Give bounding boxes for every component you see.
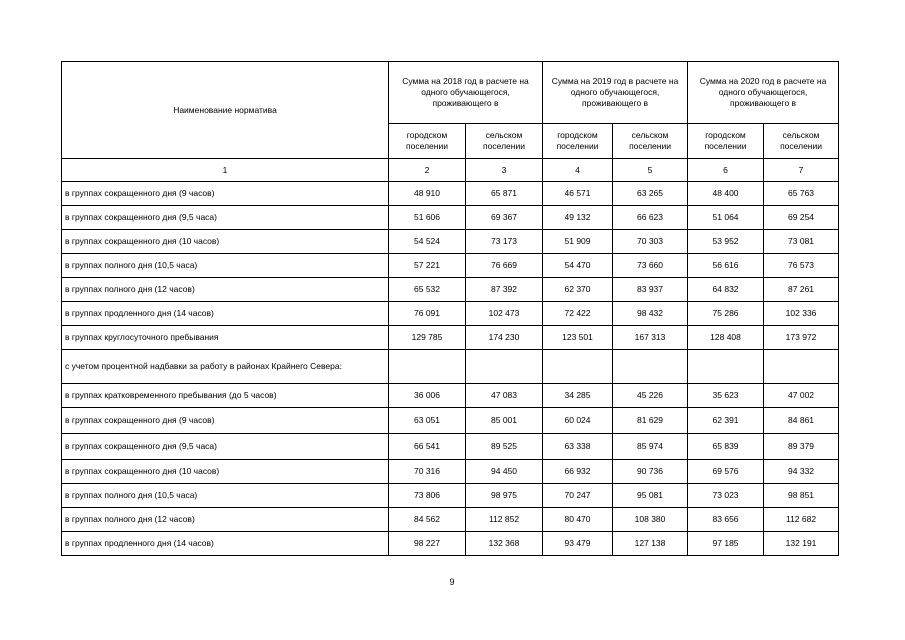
cell-value: 48 910: [389, 182, 466, 206]
column-number: 3: [466, 159, 543, 182]
cell-value: 48 400: [688, 182, 764, 206]
cell-value: 85 974: [613, 434, 688, 460]
cell-value: 94 450: [466, 460, 543, 484]
row-name: в группах полного дня (12 часов): [62, 508, 389, 532]
header-rural: сельском поселении: [466, 124, 543, 159]
table-row: [62, 326, 839, 350]
header-year-2020: Сумма на 2020 год в расчете на одного обучающегося, проживающего в: [688, 62, 839, 124]
cell-value: 45 226: [613, 384, 688, 408]
cell-value: 127 138: [613, 532, 688, 556]
column-number: 1: [62, 159, 389, 182]
cell-value: 64 832: [688, 278, 764, 302]
column-number: 6: [688, 159, 764, 182]
cell-value: [764, 350, 839, 384]
cell-value: 76 091: [389, 302, 466, 326]
cell-value: 87 261: [764, 278, 839, 302]
cell-value: 73 081: [764, 230, 839, 254]
cell-value: 70 303: [613, 230, 688, 254]
header-row-years: [62, 62, 839, 124]
cell-value: [466, 350, 543, 384]
cell-value: 46 571: [543, 182, 613, 206]
cell-value: 76 669: [466, 254, 543, 278]
table-row: [62, 460, 839, 484]
cell-value: 90 736: [613, 460, 688, 484]
column-number: 7: [764, 159, 839, 182]
cell-value: 49 132: [543, 206, 613, 230]
cell-value: 132 368: [466, 532, 543, 556]
cell-value: 167 313: [613, 326, 688, 350]
cell-value: 94 332: [764, 460, 839, 484]
cell-value: 98 975: [466, 484, 543, 508]
cell-value: [613, 350, 688, 384]
cell-value: 73 173: [466, 230, 543, 254]
cell-value: 174 230: [466, 326, 543, 350]
cell-value: 102 336: [764, 302, 839, 326]
cell-value: 102 473: [466, 302, 543, 326]
table-row: [62, 532, 839, 556]
cell-value: 63 051: [389, 408, 466, 434]
cell-value: 93 479: [543, 532, 613, 556]
cell-value: 62 391: [688, 408, 764, 434]
cell-value: 128 408: [688, 326, 764, 350]
cell-value: 36 006: [389, 384, 466, 408]
cell-value: 89 379: [764, 434, 839, 460]
cell-value: 34 285: [543, 384, 613, 408]
cell-value: [389, 350, 466, 384]
cell-value: 85 001: [466, 408, 543, 434]
cell-value: 95 081: [613, 484, 688, 508]
cell-value: 73 806: [389, 484, 466, 508]
cell-value: 65 532: [389, 278, 466, 302]
cell-value: 73 660: [613, 254, 688, 278]
cell-value: 63 265: [613, 182, 688, 206]
cell-value: 47 002: [764, 384, 839, 408]
row-name: в группах круглосуточного пребывания: [62, 326, 389, 350]
header-year-2018: Сумма на 2018 год в расчете на одного обучающегося, проживающего в: [389, 62, 543, 124]
row-name: в группах продленного дня (14 часов): [62, 302, 389, 326]
row-name: в группах полного дня (10,5 часа): [62, 484, 389, 508]
cell-value: 84 562: [389, 508, 466, 532]
section-heading: с учетом процентной надбавки за работу в районах Крайнего Севера:: [62, 350, 389, 384]
cell-value: 132 191: [764, 532, 839, 556]
cell-value: 69 576: [688, 460, 764, 484]
row-name: в группах сокращенного дня (9 часов): [62, 408, 389, 434]
header-normative-name: Наименование норматива: [62, 62, 389, 159]
cell-value: 47 083: [466, 384, 543, 408]
cell-value: 65 763: [764, 182, 839, 206]
table-row: [62, 254, 839, 278]
cell-value: 69 367: [466, 206, 543, 230]
table-row: [62, 230, 839, 254]
cell-value: 112 852: [466, 508, 543, 532]
table-row: [62, 484, 839, 508]
cell-value: 70 247: [543, 484, 613, 508]
cell-value: 69 254: [764, 206, 839, 230]
cell-value: 66 932: [543, 460, 613, 484]
cell-value: 66 541: [389, 434, 466, 460]
cell-value: 81 629: [613, 408, 688, 434]
cell-value: 54 524: [389, 230, 466, 254]
header-urban: городском поселении: [389, 124, 466, 159]
cell-value: 54 470: [543, 254, 613, 278]
row-name: в группах сокращенного дня (10 часов): [62, 230, 389, 254]
header-rural: сельском поселении: [764, 124, 839, 159]
table-row: [62, 302, 839, 326]
row-name: в группах кратковременного пребывания (до 5 часов): [62, 384, 389, 408]
cell-value: 53 952: [688, 230, 764, 254]
row-name: в группах полного дня (10,5 часа): [62, 254, 389, 278]
row-name: в группах сокращенного дня (9,5 часа): [62, 434, 389, 460]
page-number: 9: [449, 577, 455, 587]
cell-value: 72 422: [543, 302, 613, 326]
cell-value: 51 909: [543, 230, 613, 254]
table-row: [62, 384, 839, 408]
header-year-2019: Сумма на 2019 год в расчете на одного обучающегося, проживающего в: [543, 62, 688, 124]
row-name: в группах продленного дня (14 часов): [62, 532, 389, 556]
cell-value: 60 024: [543, 408, 613, 434]
norms-table: [61, 61, 839, 556]
cell-value: 51 606: [389, 206, 466, 230]
cell-value: 62 370: [543, 278, 613, 302]
cell-value: 123 501: [543, 326, 613, 350]
cell-value: 108 380: [613, 508, 688, 532]
cell-value: 98 227: [389, 532, 466, 556]
cell-value: 84 861: [764, 408, 839, 434]
cell-value: 83 937: [613, 278, 688, 302]
cell-value: [688, 350, 764, 384]
cell-value: 97 185: [688, 532, 764, 556]
column-number: 4: [543, 159, 613, 182]
cell-value: 80 470: [543, 508, 613, 532]
cell-value: 66 623: [613, 206, 688, 230]
cell-value: 75 286: [688, 302, 764, 326]
table-row-section: [62, 350, 839, 384]
cell-value: 87 392: [466, 278, 543, 302]
cell-value: 73 023: [688, 484, 764, 508]
header-urban: городском поселении: [543, 124, 613, 159]
cell-value: 57 221: [389, 254, 466, 278]
cell-value: 63 338: [543, 434, 613, 460]
cell-value: 56 616: [688, 254, 764, 278]
cell-value: 98 851: [764, 484, 839, 508]
table-row: [62, 278, 839, 302]
cell-value: 76 573: [764, 254, 839, 278]
row-name: в группах сокращенного дня (9,5 часа): [62, 206, 389, 230]
cell-value: 65 839: [688, 434, 764, 460]
row-name: в группах сокращенного дня (9 часов): [62, 182, 389, 206]
header-row-numbers: [62, 159, 839, 182]
header-rural: сельском поселении: [613, 124, 688, 159]
table-row: [62, 434, 839, 460]
table-row: [62, 508, 839, 532]
cell-value: 98 432: [613, 302, 688, 326]
column-number: 5: [613, 159, 688, 182]
table-row: [62, 182, 839, 206]
cell-value: 129 785: [389, 326, 466, 350]
cell-value: 112 682: [764, 508, 839, 532]
header-urban: городском поселении: [688, 124, 764, 159]
table-row: [62, 408, 839, 434]
row-name: в группах сокращенного дня (10 часов): [62, 460, 389, 484]
cell-value: [543, 350, 613, 384]
cell-value: 51 064: [688, 206, 764, 230]
cell-value: 83 656: [688, 508, 764, 532]
cell-value: 89 525: [466, 434, 543, 460]
cell-value: 65 871: [466, 182, 543, 206]
row-name: в группах полного дня (12 часов): [62, 278, 389, 302]
cell-value: 173 972: [764, 326, 839, 350]
cell-value: 70 316: [389, 460, 466, 484]
table-row: [62, 206, 839, 230]
cell-value: 35 623: [688, 384, 764, 408]
column-number: 2: [389, 159, 466, 182]
